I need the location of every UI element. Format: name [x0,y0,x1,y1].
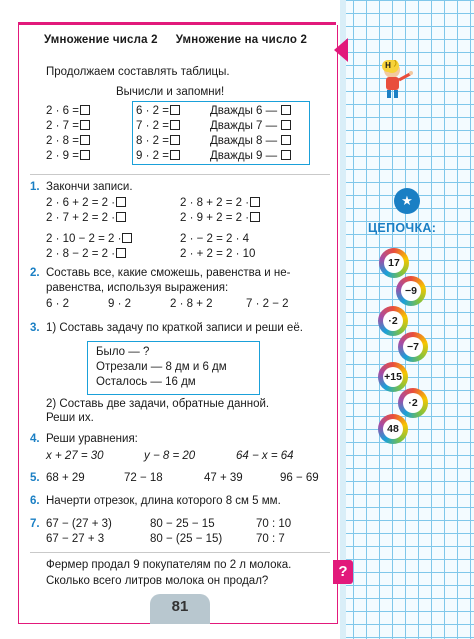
task3-box-line: Осталось — 16 дм [96,376,196,388]
divider [30,174,330,175]
task2-expr: 7 · 2 − 2 [246,298,289,310]
table-cell: Дважды 9 — [210,150,278,162]
task3-box-line: Было — ? [96,346,150,358]
table-cell: 7 · 2 = [136,120,169,132]
answer-box [281,105,291,115]
table-cell: 2 · 8 = [46,135,79,147]
task7-item: 67 − 27 + 3 [46,533,105,545]
intro-line2: Вычисли и запомни! [116,86,225,98]
task-number: 2. [30,267,40,279]
answer-box [170,150,180,160]
task1-item: 2 · 9 + 2 = 2 · [180,212,250,224]
table-col2 [136,104,180,164]
task-number: 4. [30,433,40,445]
task1-item: 2 · 7 + 2 = 2 · [46,212,116,224]
answer-box [250,197,260,207]
table-cell: Дважды 6 — [210,105,278,117]
grid-edge [340,0,346,639]
task1-right [180,196,260,262]
table-cell: Дважды 7 — [210,120,278,132]
task1-title: Закончи записи. [46,181,133,193]
task2-line2: равенства, используя выражения: [46,282,229,294]
answer-box [170,120,180,130]
chain-ring [396,276,426,306]
task7-item: 80 − (25 − 15) [150,533,223,545]
task1-item: 2 · + 2 = 2 · 10 [180,248,256,260]
answer-box [281,135,291,145]
task2-expr: 6 · 2 [46,298,70,310]
task3-box-line: Отрезали — 8 дм и 6 дм [96,361,227,373]
answer-box [116,248,126,258]
character-badge: Н [382,60,394,72]
task3-line1: 1) Составь задачу по краткой записи и реши её. [46,322,303,334]
task7-item: 67 − (27 + 3) [46,518,112,530]
task1-item: 2 · − 2 = 2 · 4 [180,233,250,245]
star-icon: ★ [394,188,420,214]
table-cell: 2 · 9 = [46,150,79,162]
answer-box [250,212,260,222]
task3-box [87,341,260,395]
header-marker [334,38,348,62]
table-cell: 6 · 2 = [136,105,169,117]
answer-box [80,105,90,115]
task-number: 3. [30,322,40,334]
chain-value: −7 [403,337,423,357]
header-left: Умножение числа 2 [44,34,158,46]
divider [30,552,330,553]
chain-value: 48 [383,419,403,439]
chain-value: +15 [383,367,403,387]
chain-value: −9 [401,281,421,301]
answer-box [116,212,126,222]
task5-item: 47 + 39 [204,472,243,484]
task7-item: 80 − 25 − 15 [150,518,215,530]
answer-box [80,135,90,145]
task5-item: 72 − 18 [124,472,163,484]
table-cell: 8 · 2 = [136,135,169,147]
question-icon: ? [333,560,353,584]
table-col1 [46,104,90,164]
chain-value: ·2 [383,311,403,331]
task7-item: 70 : 10 [256,518,292,530]
task1-item: 2 · 8 − 2 = 2 · [46,248,116,260]
task2-line1: Составь все, какие сможешь, равенства и не- [46,267,291,279]
task4-eq: y − 8 = 20 [144,450,196,462]
task5-item: 96 − 69 [280,472,319,484]
answer-box [281,150,291,160]
chain-value: 17 [384,253,404,273]
answer-box [122,233,132,243]
task2-expr: 2 · 8 + 2 [170,298,213,310]
header-right: Умножение на число 2 [175,34,308,46]
task-number: 5. [30,472,40,484]
table-cell: 9 · 2 = [136,150,169,162]
task7-item: 70 : 7 [256,533,285,545]
table-col3 [210,104,291,164]
table-cell: 2 · 6 = [46,105,79,117]
table-cell: 2 · 7 = [46,120,79,132]
page-header [44,34,325,46]
chain-ring [379,248,409,278]
task1-item: 2 · 8 + 2 = 2 · [180,197,250,209]
page-number: 81 [171,598,189,615]
bonus-line1: Фермер продал 9 покупателям по 2 л молока. [46,559,292,571]
answer-box [80,120,90,130]
task4-eq: x + 27 = 30 [46,450,104,462]
chain-ring [398,388,428,418]
task1-item: 2 · 10 − 2 = 2 · [46,233,122,245]
answer-box [170,105,180,115]
task4-eq: 64 − x = 64 [236,450,294,462]
task-number: 1. [30,181,40,193]
answer-box [281,120,291,130]
task1-item: 2 · 6 + 2 = 2 · [46,197,116,209]
bonus-line2: Сколько всего литров молока он продал? [46,575,269,587]
task1-left [46,196,132,262]
chain-ring [378,414,408,444]
task-number: 7. [30,518,40,530]
answer-box [80,150,90,160]
task3-line2: 2) Составь две задачи, обратные данной. [46,398,270,410]
chain-ring [378,362,408,392]
answer-box [116,197,126,207]
task4-title: Реши уравнения: [46,433,138,445]
task5-item: 68 + 29 [46,472,85,484]
task3-line3: Реши их. [46,412,94,424]
chain-ring [398,332,428,362]
task6-text: Начерти отрезок, длина которого 8 см 5 мм. [46,495,281,507]
chain-ring [378,306,408,336]
answer-box [170,135,180,145]
chain-value: ·2 [403,393,423,413]
intro [46,62,230,102]
task-number: 6. [30,495,40,507]
table-cell: Дважды 8 — [210,135,278,147]
intro-line1: Продолжаем составлять таблицы. [46,66,230,78]
chain-title: ЦЕПОЧКА: [368,221,437,235]
task2-expr: 9 · 2 [108,298,132,310]
